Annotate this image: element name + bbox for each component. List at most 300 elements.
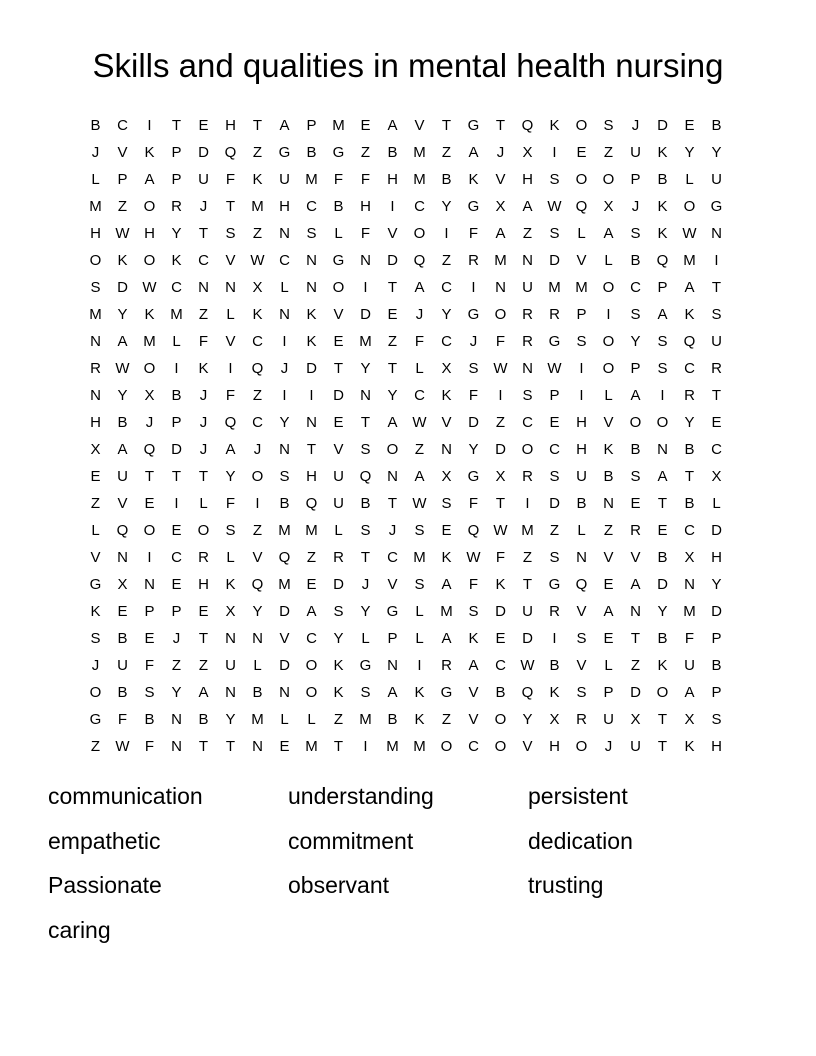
grid-letter: B xyxy=(711,117,722,134)
grid-row xyxy=(82,598,730,625)
grid-letter: L xyxy=(577,522,586,539)
grid-letter: T xyxy=(387,279,398,296)
grid-letter: Y xyxy=(225,468,236,485)
grid-letter: X xyxy=(495,468,506,485)
grid-letter: G xyxy=(467,117,480,134)
grid-letter: E xyxy=(333,414,344,431)
grid-letter: X xyxy=(603,198,614,215)
grid-letter: U xyxy=(711,171,722,188)
grid-letter: X xyxy=(522,144,533,161)
grid-letter: T xyxy=(225,738,236,755)
grid-letter: F xyxy=(468,495,479,512)
grid-letter: S xyxy=(711,306,722,323)
grid-letter: A xyxy=(468,657,479,674)
grid-letter: I xyxy=(444,225,449,242)
grid-letter: G xyxy=(467,306,480,323)
grid-letter: S xyxy=(144,684,155,701)
grid-letter: R xyxy=(522,468,533,485)
grid-letter: E xyxy=(603,576,614,593)
grid-letter: P xyxy=(171,171,182,188)
grid-letter: Z xyxy=(198,657,209,674)
grid-letter: H xyxy=(360,198,371,215)
grid-letter: F xyxy=(468,387,479,404)
grid-letter: B xyxy=(306,144,317,161)
grid-letter: V xyxy=(279,630,290,647)
grid-letter: N xyxy=(360,252,371,269)
grid-letter: I xyxy=(363,279,368,296)
grid-letter: A xyxy=(225,441,236,458)
grid-letter: A xyxy=(198,684,209,701)
grid-letter: N xyxy=(225,630,236,647)
grid-letter: M xyxy=(305,522,318,539)
grid-letter: T xyxy=(495,495,506,512)
grid-letter: S xyxy=(657,333,668,350)
grid-letter: K xyxy=(657,198,668,215)
grid-letter: C xyxy=(252,414,263,431)
grid-letter: Z xyxy=(441,252,452,269)
grid-letter: J xyxy=(199,441,208,458)
grid-letter: Y xyxy=(171,225,182,242)
grid-letter: C xyxy=(549,441,560,458)
grid-letter: C xyxy=(630,279,641,296)
grid-letter: O xyxy=(386,441,399,458)
grid-letter: P xyxy=(171,603,182,620)
grid-letter: E xyxy=(441,522,452,539)
grid-letter: S xyxy=(333,603,344,620)
grid-letter: J xyxy=(631,117,640,134)
grid-letter: D xyxy=(495,603,506,620)
grid-letter: Y xyxy=(657,603,668,620)
grid-letter: C xyxy=(306,630,317,647)
grid-letter: V xyxy=(576,252,587,269)
grid-letter: P xyxy=(306,117,317,134)
grid-letter: S xyxy=(414,576,425,593)
grid-letter: K xyxy=(603,441,614,458)
grid-letter: Z xyxy=(306,549,317,566)
grid-letter: D xyxy=(279,603,290,620)
grid-letter: B xyxy=(657,549,668,566)
grid-letter: O xyxy=(143,522,156,539)
grid-letter: I xyxy=(417,657,422,674)
grid-letter: N xyxy=(279,225,290,242)
grid-letter: Y xyxy=(333,630,344,647)
grid-row xyxy=(82,301,730,328)
grid-letter: D xyxy=(630,684,641,701)
grid-letter: Y xyxy=(225,711,236,728)
grid-letter: F xyxy=(495,333,506,350)
grid-row xyxy=(82,112,730,139)
grid-letter: S xyxy=(468,360,479,377)
grid-letter: O xyxy=(197,522,210,539)
grid-letter: W xyxy=(547,198,562,215)
grid-letter: A xyxy=(657,468,668,485)
grid-letter: N xyxy=(522,360,533,377)
grid-letter: O xyxy=(494,306,507,323)
grid-letter: W xyxy=(466,549,481,566)
grid-letter: F xyxy=(333,171,344,188)
grid-letter: B xyxy=(90,117,101,134)
grid-letter: Q xyxy=(467,522,480,539)
grid-letter: K xyxy=(333,684,344,701)
grid-row xyxy=(82,139,730,166)
grid-letter: E xyxy=(333,333,344,350)
grid-letter: K xyxy=(549,117,560,134)
grid-letter: L xyxy=(577,225,586,242)
grid-letter: W xyxy=(115,225,130,242)
grid-letter: X xyxy=(711,468,722,485)
grid-row xyxy=(82,382,730,409)
grid-letter: B xyxy=(441,171,452,188)
grid-letter: W xyxy=(115,360,130,377)
grid-letter: L xyxy=(172,333,181,350)
grid-letter: M xyxy=(413,171,426,188)
grid-letter: O xyxy=(602,333,615,350)
grid-letter: E xyxy=(630,495,641,512)
grid-letter: Y xyxy=(684,144,695,161)
grid-letter: K xyxy=(198,360,209,377)
grid-letter: S xyxy=(630,306,641,323)
grid-letter: D xyxy=(333,576,344,593)
grid-letter: A xyxy=(414,279,425,296)
grid-letter: A xyxy=(684,279,695,296)
grid-letter: V xyxy=(387,225,398,242)
grid-letter: B xyxy=(603,468,614,485)
grid-letter: L xyxy=(415,360,424,377)
grid-letter: O xyxy=(575,171,588,188)
grid-letter: S xyxy=(549,468,560,485)
grid-letter: K xyxy=(657,657,668,674)
grid-letter: E xyxy=(387,306,398,323)
grid-letter: N xyxy=(252,630,263,647)
grid-letter: I xyxy=(147,549,152,566)
grid-letter: M xyxy=(359,711,372,728)
grid-letter: C xyxy=(387,549,398,566)
grid-letter: N xyxy=(117,549,128,566)
grid-letter: J xyxy=(469,333,478,350)
grid-letter: K xyxy=(252,306,263,323)
grid-letter: N xyxy=(171,738,182,755)
grid-letter: U xyxy=(522,603,533,620)
grid-letter: T xyxy=(333,360,344,377)
grid-letter: N xyxy=(684,576,695,593)
grid-letter: I xyxy=(714,252,719,269)
grid-letter: B xyxy=(657,630,668,647)
grid-letter: A xyxy=(279,117,290,134)
grid-letter: O xyxy=(251,468,264,485)
grid-letter: K xyxy=(657,225,668,242)
grid-letter: F xyxy=(225,171,236,188)
grid-letter: Z xyxy=(603,522,614,539)
grid-letter: V xyxy=(522,738,533,755)
grid-letter: C xyxy=(468,738,479,755)
grid-letter: I xyxy=(147,117,152,134)
grid-letter: Z xyxy=(252,387,263,404)
grid-letter: O xyxy=(575,738,588,755)
grid-letter: U xyxy=(684,657,695,674)
grid-letter: Q xyxy=(278,549,291,566)
grid-letter: U xyxy=(225,657,236,674)
grid-letter: Z xyxy=(630,657,641,674)
grid-letter: I xyxy=(282,387,287,404)
grid-letter: V xyxy=(117,144,128,161)
grid-letter: Z xyxy=(495,414,506,431)
grid-letter: K xyxy=(684,738,695,755)
grid-letter: T xyxy=(684,468,695,485)
grid-letter: H xyxy=(522,171,533,188)
grid-letter: J xyxy=(280,360,289,377)
word-list-item: trusting xyxy=(528,872,604,898)
grid-letter: U xyxy=(279,171,290,188)
grid-letter: E xyxy=(306,576,317,593)
grid-letter: N xyxy=(576,549,587,566)
grid-letter: Y xyxy=(441,306,452,323)
grid-letter: N xyxy=(360,387,371,404)
grid-letter: J xyxy=(361,576,370,593)
grid-letter: F xyxy=(414,333,425,350)
grid-letter: U xyxy=(603,711,614,728)
grid-letter: X xyxy=(630,711,641,728)
grid-letter: E xyxy=(711,414,722,431)
grid-letter: V xyxy=(603,414,614,431)
grid-letter: S xyxy=(360,684,371,701)
grid-letter: K xyxy=(468,630,479,647)
grid-row xyxy=(82,706,730,733)
grid-letter: I xyxy=(174,360,179,377)
grid-letter: N xyxy=(198,279,209,296)
grid-letter: S xyxy=(279,468,290,485)
grid-letter: X xyxy=(549,711,560,728)
grid-letter: V xyxy=(441,414,452,431)
grid-letter: Z xyxy=(252,144,263,161)
grid-row xyxy=(82,463,730,490)
grid-letter: B xyxy=(360,495,371,512)
grid-row xyxy=(82,220,730,247)
grid-letter: D xyxy=(657,576,668,593)
grid-letter: T xyxy=(198,630,209,647)
grid-letter: L xyxy=(415,630,424,647)
grid-letter: R xyxy=(711,360,722,377)
grid-letter: Q xyxy=(575,576,588,593)
grid-letter: C xyxy=(414,387,425,404)
grid-letter: D xyxy=(522,630,533,647)
grid-letter: N xyxy=(279,684,290,701)
grid-letter: T xyxy=(495,117,506,134)
grid-letter: O xyxy=(332,279,345,296)
grid-letter: O xyxy=(305,684,318,701)
grid-letter: L xyxy=(361,630,370,647)
grid-letter: Y xyxy=(279,414,290,431)
grid-row xyxy=(82,328,730,355)
grid-letter: K xyxy=(468,171,479,188)
grid-letter: O xyxy=(656,414,669,431)
grid-letter: H xyxy=(549,738,560,755)
grid-letter: O xyxy=(629,414,642,431)
grid-letter: O xyxy=(521,441,534,458)
grid-letter: Q xyxy=(143,441,156,458)
grid-letter: I xyxy=(174,495,179,512)
grid-row xyxy=(82,355,730,382)
grid-letter: D xyxy=(117,279,128,296)
grid-letter: B xyxy=(387,144,398,161)
grid-letter: B xyxy=(144,711,155,728)
grid-letter: Y xyxy=(360,603,371,620)
grid-letter: S xyxy=(468,603,479,620)
grid-letter: S xyxy=(549,225,560,242)
grid-letter: B xyxy=(117,414,128,431)
grid-letter: I xyxy=(228,360,233,377)
grid-letter: H xyxy=(90,225,101,242)
grid-row xyxy=(82,193,730,220)
grid-letter: M xyxy=(359,333,372,350)
grid-letter: M xyxy=(305,171,318,188)
grid-letter: I xyxy=(552,144,557,161)
grid-letter: H xyxy=(306,468,317,485)
grid-letter: G xyxy=(548,333,561,350)
grid-letter: C xyxy=(171,549,182,566)
grid-letter: Q xyxy=(116,522,129,539)
grid-letter: K xyxy=(441,387,452,404)
grid-letter: Y xyxy=(387,387,398,404)
grid-letter: S xyxy=(90,279,101,296)
grid-letter: M xyxy=(440,603,453,620)
grid-letter: A xyxy=(522,198,533,215)
grid-letter: M xyxy=(683,603,696,620)
grid-letter: N xyxy=(306,252,317,269)
grid-letter: Y xyxy=(684,414,695,431)
grid-letter: F xyxy=(225,495,236,512)
grid-letter: I xyxy=(606,306,611,323)
grid-letter: V xyxy=(414,117,425,134)
grid-letter: T xyxy=(171,117,182,134)
grid-letter: M xyxy=(683,252,696,269)
word-list-item: persistent xyxy=(528,783,628,809)
grid-letter: B xyxy=(630,441,641,458)
grid-letter: K xyxy=(117,252,128,269)
grid-letter: T xyxy=(333,738,344,755)
grid-letter: B xyxy=(198,711,209,728)
grid-letter: P xyxy=(387,630,398,647)
grid-letter: F xyxy=(144,738,155,755)
grid-letter: J xyxy=(631,198,640,215)
grid-letter: X xyxy=(684,711,695,728)
grid-letter: N xyxy=(171,711,182,728)
grid-letter: O xyxy=(143,198,156,215)
grid-letter: A xyxy=(441,576,452,593)
grid-letter: Z xyxy=(198,306,209,323)
grid-letter: P xyxy=(171,144,182,161)
grid-letter: I xyxy=(525,495,530,512)
grid-letter: B xyxy=(549,657,560,674)
grid-letter: A xyxy=(468,144,479,161)
grid-letter: P xyxy=(657,279,668,296)
grid-letter: Z xyxy=(603,144,614,161)
grid-row xyxy=(82,166,730,193)
grid-letter: W xyxy=(412,414,427,431)
grid-letter: A xyxy=(630,576,641,593)
grid-letter: S xyxy=(657,360,668,377)
grid-letter: L xyxy=(604,657,613,674)
grid-letter: D xyxy=(495,441,506,458)
grid-letter: R xyxy=(468,252,479,269)
grid-letter: P xyxy=(549,387,560,404)
grid-letter: N xyxy=(711,225,722,242)
grid-letter: L xyxy=(334,225,343,242)
grid-letter: O xyxy=(440,738,453,755)
grid-letter: U xyxy=(333,495,344,512)
grid-letter: A xyxy=(387,117,398,134)
grid-letter: R xyxy=(522,333,533,350)
grid-letter: L xyxy=(334,522,343,539)
grid-letter: A xyxy=(684,684,695,701)
grid-letter: P xyxy=(576,306,587,323)
grid-letter: X xyxy=(495,198,506,215)
grid-letter: Z xyxy=(333,711,344,728)
grid-letter: F xyxy=(144,657,155,674)
letter-grid xyxy=(82,112,730,760)
grid-letter: W xyxy=(547,360,562,377)
grid-letter: Z xyxy=(549,522,560,539)
grid-letter: H xyxy=(225,117,236,134)
grid-letter: T xyxy=(198,738,209,755)
grid-letter: R xyxy=(333,549,344,566)
word-list-item: understanding xyxy=(288,783,434,809)
grid-letter: U xyxy=(117,657,128,674)
grid-letter: Q xyxy=(683,333,696,350)
grid-letter: K xyxy=(549,684,560,701)
grid-letter: B xyxy=(711,657,722,674)
grid-letter: A xyxy=(117,441,128,458)
grid-letter: M xyxy=(521,522,534,539)
grid-letter: I xyxy=(660,387,665,404)
grid-letter: K xyxy=(414,684,425,701)
grid-letter: A xyxy=(306,603,317,620)
grid-letter: L xyxy=(604,252,613,269)
grid-letter: H xyxy=(387,171,398,188)
grid-letter: R xyxy=(630,522,641,539)
grid-letter: M xyxy=(143,333,156,350)
grid-letter: H xyxy=(711,738,722,755)
grid-letter: I xyxy=(552,630,557,647)
grid-letter: H xyxy=(90,414,101,431)
grid-letter: Y xyxy=(441,198,452,215)
grid-letter: T xyxy=(144,468,155,485)
grid-letter: B xyxy=(684,441,695,458)
grid-letter: C xyxy=(684,360,695,377)
grid-letter: I xyxy=(255,495,260,512)
grid-letter: V xyxy=(468,684,479,701)
grid-letter: Z xyxy=(117,198,128,215)
grid-letter: L xyxy=(604,387,613,404)
grid-letter: D xyxy=(657,117,668,134)
grid-letter: S xyxy=(225,522,236,539)
grid-letter: C xyxy=(117,117,128,134)
grid-letter: G xyxy=(467,468,480,485)
grid-letter: V xyxy=(630,549,641,566)
grid-letter: B xyxy=(630,252,641,269)
grid-letter: N xyxy=(657,441,668,458)
grid-row xyxy=(82,571,730,598)
grid-letter: E xyxy=(171,522,182,539)
grid-letter: X xyxy=(117,576,128,593)
grid-letter: Z xyxy=(522,549,533,566)
grid-letter: H xyxy=(198,576,209,593)
grid-letter: O xyxy=(413,225,426,242)
grid-letter: K xyxy=(657,144,668,161)
grid-letter: B xyxy=(252,684,263,701)
grid-letter: T xyxy=(198,225,209,242)
grid-letter: V xyxy=(576,603,587,620)
grid-letter: M xyxy=(305,738,318,755)
